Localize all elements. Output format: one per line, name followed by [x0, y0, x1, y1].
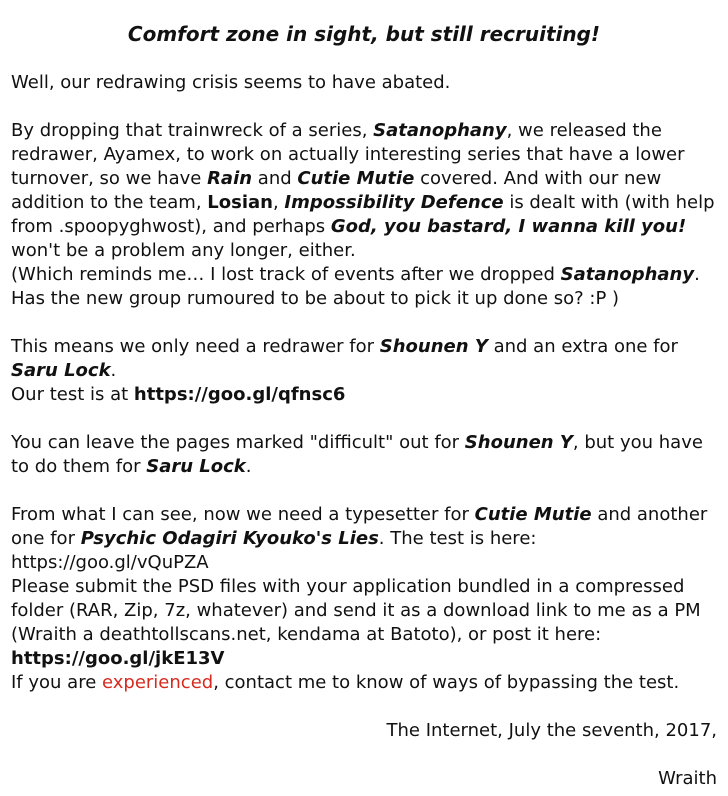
paragraph-text: is dealt with (with help from .spoopyghwost), and perhaps [11, 192, 715, 237]
series-shounen-y: Shounen Y [379, 336, 488, 357]
series-saru-lock: Saru Lock [11, 360, 111, 381]
paragraph-crisis [11, 71, 719, 95]
series-satanophany: Satanophany [560, 264, 695, 285]
paragraph-text: Our test is at [11, 384, 134, 405]
paragraph-satanophany-question [11, 263, 719, 311]
paragraph-experienced [11, 671, 719, 695]
paragraph-text: If you are [11, 672, 102, 693]
series-satanophany: Satanophany [373, 120, 507, 141]
paragraph-typesetter-need [11, 503, 719, 575]
paragraph-text: , but you have to do them for [11, 432, 703, 477]
series-shounen-y: Shounen Y [464, 432, 573, 453]
series-god-you-bastard: God, you bastard, I wanna kill you! [330, 216, 687, 237]
paragraph-text: You can leave the pages marked "difficult" out for [11, 432, 465, 453]
paragraph-redrawer-update [11, 119, 719, 263]
series-saru-lock: Saru Lock [146, 456, 246, 477]
paragraph-text: Please submit the PSD files with your application bundled in a compressed folder (RAR, Zip, 7z, whatever) and send it as a download link to me as a PM (Wraith a deathtollscans.net, kendama at Batoto), or post it here: [11, 576, 701, 645]
paragraph-text: , [272, 192, 285, 213]
paragraph-redrawer-need [11, 335, 719, 383]
member-losian: Losian [207, 192, 273, 213]
paragraph-text: By dropping that trainwreck of a series, [11, 120, 374, 141]
paragraph-submission [11, 575, 719, 671]
paragraph-text: and an extra one for [487, 336, 678, 357]
paragraph-text: won't be a problem any longer, either. [11, 240, 356, 261]
signature: Wraith [658, 768, 717, 789]
submission-link[interactable]: https://goo.gl/jkE13V [11, 648, 225, 669]
paragraph-text: , contact me to know of ways of bypassing the test. [213, 672, 680, 693]
experienced-link[interactable]: experienced [102, 672, 214, 693]
series-cutie-mutie: Cutie Mutie [474, 504, 592, 525]
page-title: Comfort zone in sight, but still recruiting! [127, 22, 601, 46]
paragraph-text: . [110, 360, 117, 381]
paragraph-text: . The test is here: https://goo.gl/vQuPZA [11, 528, 537, 573]
paragraph-text: From what I can see, now we need a typesetter for [11, 504, 475, 525]
series-impossibility-defence: Impossibility Defence [284, 192, 504, 213]
series-rain: Rain [207, 168, 253, 189]
paragraph-text: This means we only need a redrawer for [11, 336, 380, 357]
paragraph-difficult-pages [11, 431, 719, 479]
redraw-test-link[interactable]: https://goo.gl/qfnsc6 [133, 384, 346, 405]
paragraph-test-link [11, 383, 719, 407]
paragraph-text: (Which reminds me… I lost track of events after we dropped [11, 264, 561, 285]
paragraph-text: . Has the new group rumoured to be about to pick it up done so? :P ) [11, 264, 700, 309]
paragraph-text: Well, our redrawing crisis seems to have abated. [11, 72, 451, 93]
paragraph-text: . [245, 456, 252, 477]
date-line: The Internet, July the seventh, 2017, [386, 720, 717, 741]
series-cutie-mutie: Cutie Mutie [297, 168, 415, 189]
series-psychic-odagiri: Psychic Odagiri Kyouko's Lies [80, 528, 379, 549]
paragraph-text: , we released the redrawer, Ayamex, to work on actually interesting series that have a lower turnover, so we have [11, 120, 685, 189]
paragraph-text: and [252, 168, 298, 189]
paragraph-text: covered. And with our new addition to the team, [11, 168, 662, 213]
paragraph-text: and another one for [11, 504, 708, 549]
